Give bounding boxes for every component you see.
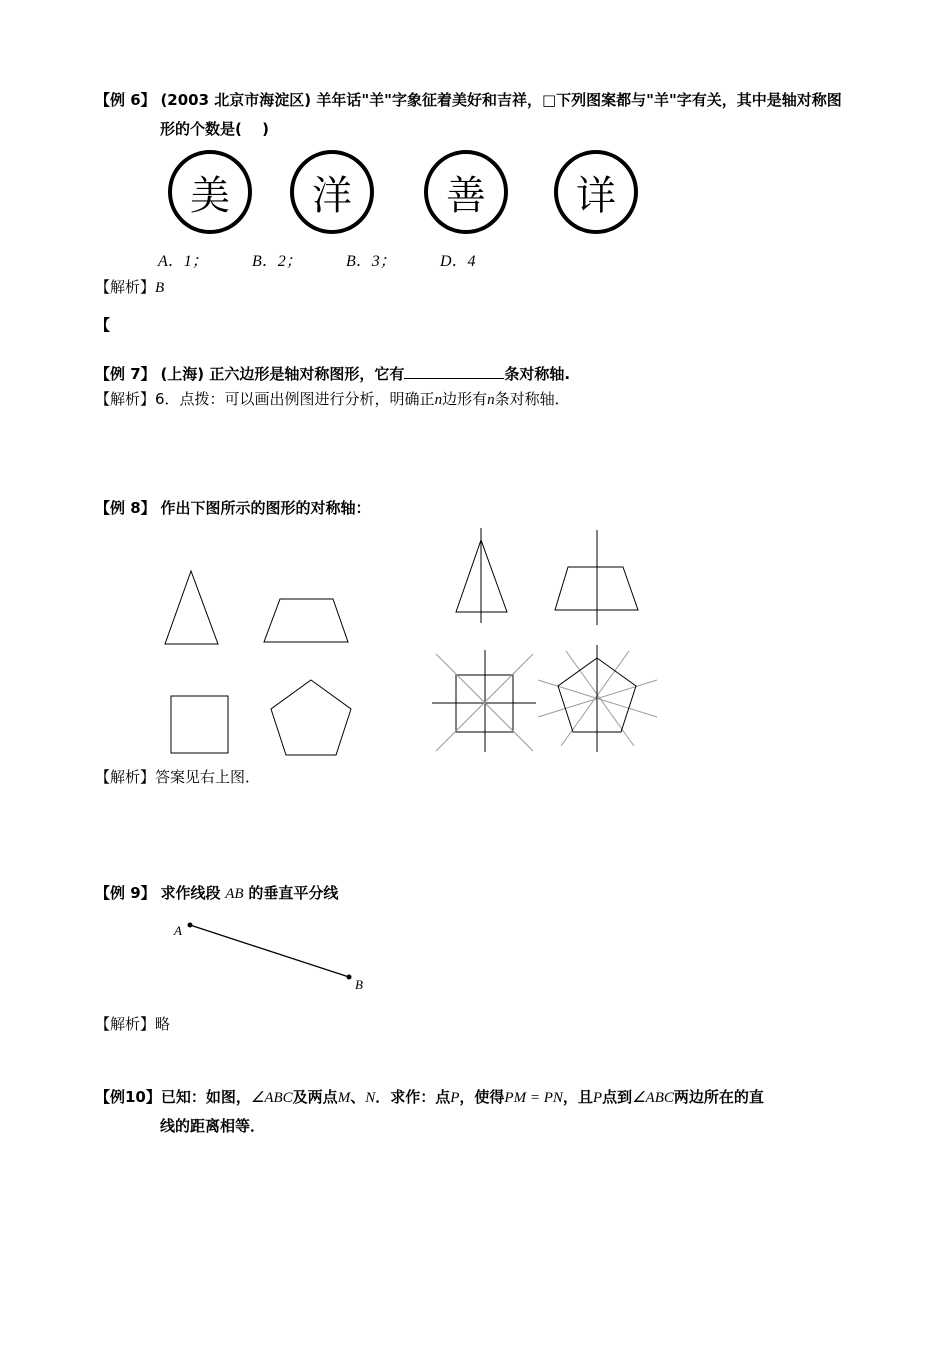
- answer-tag: 【解析】: [95, 1015, 156, 1033]
- angle-abc: ∠ABC: [250, 1090, 293, 1106]
- text-segment: 点到: [602, 1088, 633, 1106]
- var-n: n: [487, 392, 495, 408]
- point-n: N: [365, 1090, 376, 1106]
- char-circle-4: 详: [554, 150, 638, 234]
- example-9-answer: [95, 1014, 170, 1034]
- answer-tag: 【解析】: [95, 768, 156, 786]
- text-segment: 已知：如图，: [160, 1088, 251, 1106]
- segment-label: AB: [225, 886, 244, 902]
- triangle-figure: [165, 571, 218, 644]
- answer-text-b: 边形有: [442, 390, 488, 408]
- option-a: A．1；: [158, 253, 208, 270]
- trapezoid-figure: [264, 599, 348, 642]
- answer-text: 答案见右上图．: [155, 768, 261, 786]
- option-d: D．4: [440, 253, 476, 270]
- point-p: P: [592, 1090, 603, 1106]
- example-6-tag: 【例 6】: [95, 91, 156, 109]
- example-10-tag: 【例10】: [95, 1088, 161, 1106]
- example-9-question-text-a: 求作线段: [160, 884, 221, 902]
- example-7-question-text-a: (上海) 正六边形是轴对称图形，它有: [160, 365, 405, 383]
- point-b-label: B: [355, 977, 363, 992]
- example-10-question-line2: 线的距离相等．: [160, 1117, 266, 1135]
- point-b: [347, 975, 352, 980]
- char-circle-2: 洋: [290, 150, 374, 234]
- answer-tag: 【解析】: [95, 390, 156, 408]
- answer-tag: 【解析】: [95, 278, 156, 296]
- stray-bracket: 【: [95, 316, 111, 334]
- angle-abc: ∠ABC: [632, 1090, 674, 1106]
- example-9-question: [95, 883, 338, 904]
- example-8-question-text: 作出下图所示的图形的对称轴：: [160, 499, 371, 517]
- example-8-answer: [95, 767, 260, 787]
- segment-ab: [190, 925, 349, 977]
- point-a-label: A: [174, 923, 182, 938]
- answer-text-a: 6．点拨：可以画出例图进行分析，明确正: [155, 390, 435, 408]
- example-7-question-text-b: 条对称轴.: [504, 365, 571, 383]
- example-9-question-text-b: 的垂直平分线: [248, 884, 339, 902]
- answer-text-c: 条对称轴．: [494, 390, 570, 408]
- answer-text: 略: [155, 1015, 171, 1033]
- example-6-question-text: (2003 北京市海淀区) 羊年话"羊"字象征着美好和吉祥，□下列图案都与"羊"字有关，其中是轴对称图: [160, 91, 842, 109]
- text-segment: ，使得: [459, 1088, 505, 1106]
- text-segment: ．求作：点: [375, 1088, 451, 1106]
- char-circle-1: 美: [168, 150, 252, 234]
- point-m: M: [337, 1090, 351, 1106]
- example-7-tag: 【例 7】: [95, 365, 156, 383]
- point-a: [188, 923, 193, 928]
- text-segment: ，且: [562, 1088, 593, 1106]
- var-n: n: [434, 392, 443, 408]
- text-segment: 、: [350, 1088, 366, 1106]
- answer-value: B: [155, 280, 165, 296]
- equation-pm-pn: PM = PN: [504, 1090, 563, 1106]
- text-segment: 及两点: [292, 1088, 338, 1106]
- option-b: B．2；: [252, 253, 302, 270]
- example-8-tag: 【例 8】: [95, 499, 156, 517]
- pentagon-figure: [271, 680, 351, 755]
- example-10-question-line1: [95, 1087, 764, 1108]
- example-6-question-line2: 形的个数是( ): [160, 120, 269, 138]
- text-segment: 两边所在的直: [673, 1088, 764, 1106]
- example-9-tag: 【例 9】: [95, 884, 156, 902]
- option-c: B．3；: [346, 253, 396, 270]
- square-figure: [171, 696, 228, 753]
- char-circle-3: 善: [424, 150, 508, 234]
- point-p: P: [450, 1090, 460, 1106]
